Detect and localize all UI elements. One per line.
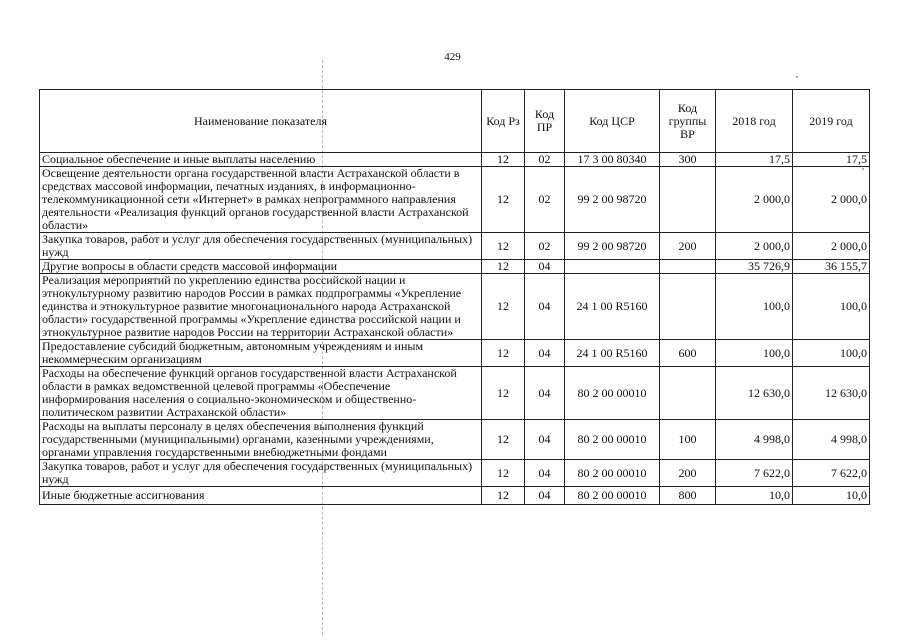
table-row bbox=[40, 153, 870, 167]
cell-name: Закупка товаров, работ и услуг для обеспечения государственных (муниципальных) нужд bbox=[40, 460, 482, 487]
cell-2018: 4 998,0 bbox=[716, 420, 793, 460]
table-header-row bbox=[40, 90, 870, 153]
cell-csr: 80 2 00 00010 bbox=[565, 367, 660, 420]
cell-2018: 7 622,0 bbox=[716, 460, 793, 487]
cell-rz: 12 bbox=[482, 260, 525, 274]
cell-csr: 99 2 00 98720 bbox=[565, 167, 660, 233]
cell-name: Реализация мероприятий по укреплению единства российской нации и этнокультурному развитию народов России в рамках подпрограммы «Укрепление единства и этнокультурное развитие многонационального народа Астраханской области» государственной программы «Укрепление единства российской нации и этнокультурное развитие народов России на территории Астраханской области» bbox=[40, 274, 482, 340]
cell-2018: 100,0 bbox=[716, 274, 793, 340]
cell-2018: 100,0 bbox=[716, 340, 793, 367]
cell-2018: 35 726,9 bbox=[716, 260, 793, 274]
cell-vr: 300 bbox=[660, 153, 716, 167]
cell-csr: 80 2 00 00010 bbox=[565, 420, 660, 460]
cell-vr bbox=[660, 367, 716, 420]
cell-2019: 36 155,7 bbox=[793, 260, 870, 274]
cell-vr: 200 bbox=[660, 233, 716, 260]
cell-rz: 12 bbox=[482, 153, 525, 167]
scan-artifact-dot bbox=[796, 76, 798, 78]
cell-name: Иные бюджетные ассигнования bbox=[40, 487, 482, 505]
budget-table bbox=[39, 89, 870, 505]
cell-name: Другие вопросы в области средств массовой информации bbox=[40, 260, 482, 274]
cell-rz: 12 bbox=[482, 274, 525, 340]
table-row bbox=[40, 274, 870, 340]
cell-rz: 12 bbox=[482, 167, 525, 233]
cell-2019: 100,0 bbox=[793, 274, 870, 340]
table-row bbox=[40, 233, 870, 260]
header-vr: Код группы ВР bbox=[660, 90, 716, 153]
cell-vr: 200 bbox=[660, 460, 716, 487]
table-row bbox=[40, 420, 870, 460]
cell-csr: 24 1 00 R5160 bbox=[565, 340, 660, 367]
page-number: 429 bbox=[444, 51, 461, 63]
cell-2019: 2 000,0 bbox=[793, 167, 870, 233]
cell-pr: 04 bbox=[525, 420, 565, 460]
cell-vr bbox=[660, 274, 716, 340]
cell-csr: 17 3 00 80340 bbox=[565, 153, 660, 167]
table-row bbox=[40, 340, 870, 367]
header-pr: Код ПР bbox=[525, 90, 565, 153]
table-row bbox=[40, 460, 870, 487]
cell-2019: 7 622,0 bbox=[793, 460, 870, 487]
header-2019: 2019 год bbox=[793, 90, 870, 153]
cell-name: Закупка товаров, работ и услуг для обеспечения государственных (муниципальных) нужд bbox=[40, 233, 482, 260]
cell-2019: 4 998,0 bbox=[793, 420, 870, 460]
cell-rz: 12 bbox=[482, 487, 525, 505]
cell-csr: 80 2 00 00010 bbox=[565, 460, 660, 487]
cell-rz: 12 bbox=[482, 233, 525, 260]
cell-name: Предоставление субсидий бюджетным, автономным учреждениям и иным некоммерческим организациям bbox=[40, 340, 482, 367]
cell-pr: 04 bbox=[525, 460, 565, 487]
cell-2019: 17,5 bbox=[793, 153, 870, 167]
cell-2019: 12 630,0 bbox=[793, 367, 870, 420]
cell-name: Расходы на выплаты персоналу в целях обеспечения выполнения функций государственными (муниципальными) органами, казенными учреждениями, органами управления государственными внебюджетными фондами bbox=[40, 420, 482, 460]
cell-vr: 100 bbox=[660, 420, 716, 460]
cell-2018: 2 000,0 bbox=[716, 167, 793, 233]
cell-pr: 02 bbox=[525, 233, 565, 260]
cell-name: Социальное обеспечение и иные выплаты населению bbox=[40, 153, 482, 167]
cell-name: Освещение деятельности органа государственной власти Астраханской области в средствах массовой информации, печатных изданиях, в информационно-телекоммуникационной сети «Интернет» в рамках непрограммного направления деятельности «Реализация функций органов государственной власти Астраханской области» bbox=[40, 167, 482, 233]
cell-pr: 04 bbox=[525, 367, 565, 420]
cell-pr: 02 bbox=[525, 167, 565, 233]
cell-vr: 800 bbox=[660, 487, 716, 505]
cell-name: Расходы на обеспечение функций органов государственной власти Астраханской области в рамках ведомственной целевой программы «Обеспечение информирования населения о социально-экономическом и общественно-политическом развитии Астраханской области» bbox=[40, 367, 482, 420]
cell-rz: 12 bbox=[482, 460, 525, 487]
cell-pr: 04 bbox=[525, 274, 565, 340]
cell-csr bbox=[565, 260, 660, 274]
cell-2019: 10,0 bbox=[793, 487, 870, 505]
cell-2018: 12 630,0 bbox=[716, 367, 793, 420]
cell-csr: 24 1 00 R5160 bbox=[565, 274, 660, 340]
table-row bbox=[40, 487, 870, 505]
cell-rz: 12 bbox=[482, 340, 525, 367]
cell-vr: 600 bbox=[660, 340, 716, 367]
cell-2019: 2 000,0 bbox=[793, 233, 870, 260]
cell-2019: 100,0 bbox=[793, 340, 870, 367]
cell-2018: 2 000,0 bbox=[716, 233, 793, 260]
header-name: Наименование показателя bbox=[40, 90, 482, 153]
cell-2018: 17,5 bbox=[716, 153, 793, 167]
header-rz: Код Рз bbox=[482, 90, 525, 153]
table-row bbox=[40, 167, 870, 233]
cell-vr bbox=[660, 167, 716, 233]
cell-pr: 04 bbox=[525, 340, 565, 367]
table-row bbox=[40, 260, 870, 274]
cell-2018: 10,0 bbox=[716, 487, 793, 505]
cell-csr: 80 2 00 00010 bbox=[565, 487, 660, 505]
header-2018: 2018 год bbox=[716, 90, 793, 153]
table-row bbox=[40, 367, 870, 420]
cell-rz: 12 bbox=[482, 367, 525, 420]
cell-vr bbox=[660, 260, 716, 274]
cell-pr: 02 bbox=[525, 153, 565, 167]
cell-pr: 04 bbox=[525, 487, 565, 505]
cell-pr: 04 bbox=[525, 260, 565, 274]
cell-rz: 12 bbox=[482, 420, 525, 460]
cell-csr: 99 2 00 98720 bbox=[565, 233, 660, 260]
header-csr: Код ЦСР bbox=[565, 90, 660, 153]
